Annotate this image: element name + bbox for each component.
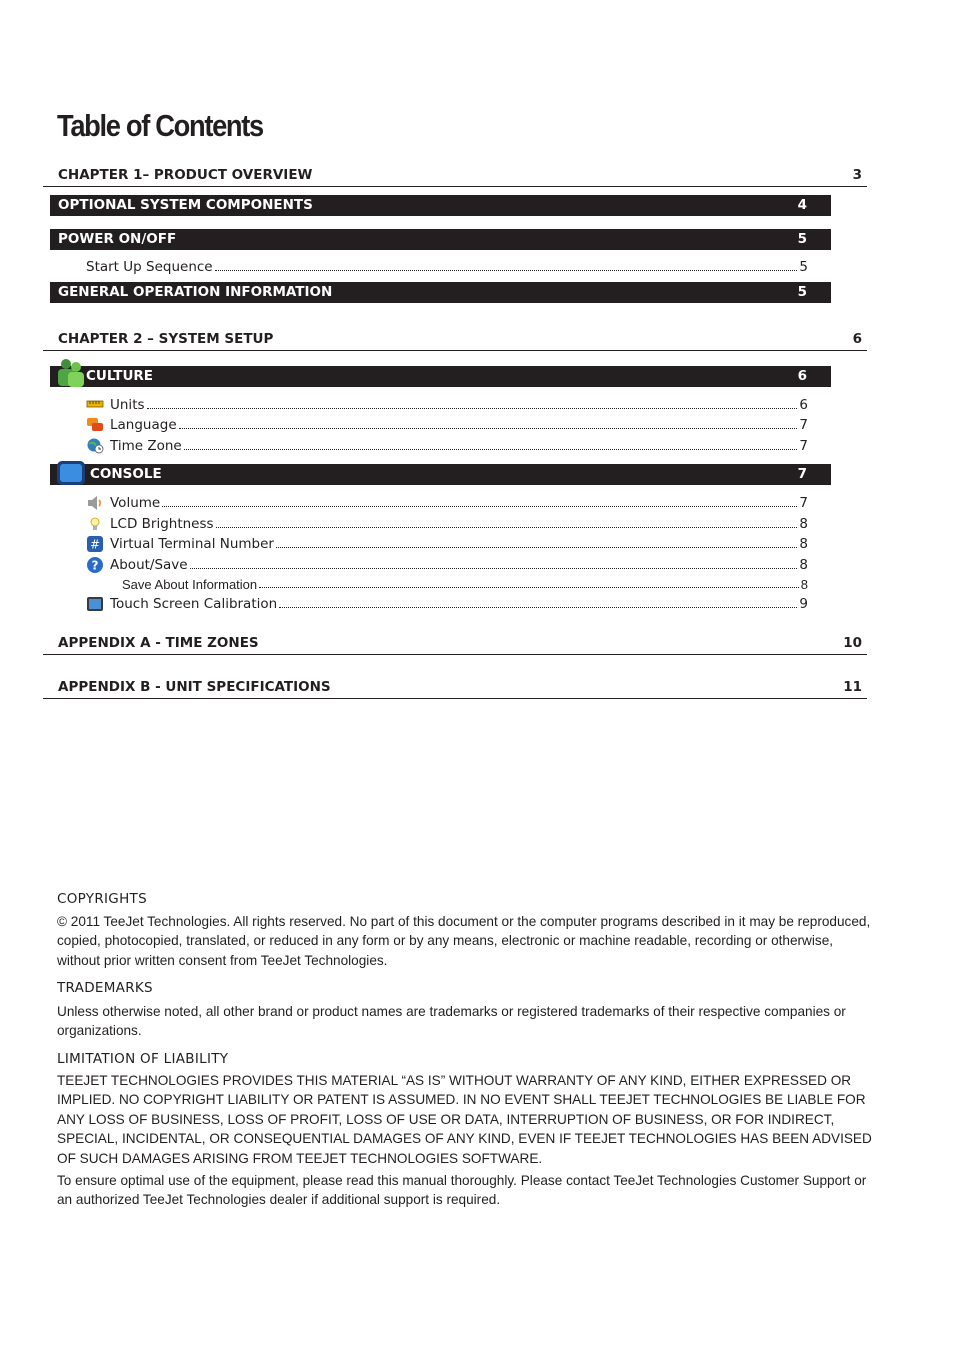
toc-section-culture[interactable] (50, 366, 831, 387)
toc-label: CULTURE (86, 368, 154, 384)
dot-leader (147, 407, 798, 409)
dot-leader (216, 526, 798, 528)
help-icon (86, 557, 104, 573)
toc-page-number: 10 (843, 635, 862, 651)
toc-label: GENERAL OPERATION INFORMATION (58, 284, 333, 300)
toc-entry-about-save[interactable] (86, 555, 808, 573)
dot-leader (190, 567, 798, 569)
toc-page-number: 6 (852, 331, 862, 347)
toc-page-number: 8 (799, 516, 808, 532)
toc-page-number: 8 (799, 536, 808, 552)
toc-label: CHAPTER 1– PRODUCT OVERVIEW (58, 167, 313, 183)
dot-leader (179, 427, 798, 429)
dot-leader (259, 586, 799, 588)
hash-icon (86, 536, 104, 552)
toc-page-number: 9 (799, 596, 808, 612)
dot-leader (162, 505, 797, 507)
svg-text:#: # (89, 537, 101, 552)
toc-page-number: 6 (799, 397, 808, 413)
support-text: To ensure optimal use of the equipment, please read this manual thoroughly. Please contact TeeJet Technologies Customer Support or an authorized TeeJet Technologies dealer if additional support is required. (57, 1173, 867, 1208)
toc-label: APPENDIX B - UNIT SPECIFICATIONS (58, 679, 331, 695)
toc-chapter-2[interactable] (43, 330, 867, 351)
toc-label: Time Zone (110, 438, 182, 454)
toc-label: Language (110, 417, 177, 433)
toc-entry-units[interactable] (86, 395, 808, 413)
toc-entry-volume[interactable] (86, 493, 808, 511)
toc-page-number: 7 (797, 466, 807, 482)
toc-label: OPTIONAL SYSTEM COMPONENTS (58, 197, 313, 213)
toc-label: CONSOLE (90, 466, 162, 482)
toc-page-number: 7 (799, 495, 808, 511)
page-title: Table of Contents (57, 108, 263, 143)
toc-entry-virtual-terminal-number[interactable] (86, 534, 808, 552)
toc-page-number: 8 (800, 577, 808, 592)
toc-entry-language[interactable] (86, 415, 808, 433)
dot-leader (184, 448, 798, 450)
toc-label: APPENDIX A - TIME ZONES (58, 635, 259, 651)
toc-entry-touch-screen-calibration[interactable] (86, 594, 808, 612)
console-screen-icon (56, 460, 86, 486)
toc-appendix-a[interactable] (43, 634, 867, 655)
toc-label: Virtual Terminal Number (110, 536, 274, 552)
toc-label: About/Save (110, 557, 188, 573)
svg-text:?: ? (91, 558, 99, 573)
trademarks-text: Unless otherwise noted, all other brand or product names are trademarks or registered trademarks of their respective companies or organizations. (57, 1004, 846, 1039)
toc-section-console[interactable] (50, 464, 831, 485)
toc-page-number: 7 (799, 417, 808, 433)
toc-section-general-operation[interactable] (50, 282, 831, 303)
toc-entry-start-up[interactable] (86, 257, 808, 275)
toc-entry-time-zone[interactable] (86, 436, 808, 454)
toc-page-number: 5 (797, 231, 807, 247)
copyrights-text: © 2011 TeeJet Technologies. All rights reserved. No part of this document or the computer programs described in it may be reproduced, copied, photocopied, translated, or reduced in any form or by any means, electronic or machine readable, recording or otherwise, without prior written consent from TeeJet Technologies. (57, 914, 871, 968)
toc-page-number: 6 (797, 368, 807, 384)
toc-appendix-b[interactable] (43, 678, 867, 699)
toc-page-number: 7 (799, 438, 808, 454)
dot-leader (279, 606, 797, 608)
toc-entry-lcd-brightness[interactable] (86, 514, 808, 532)
toc-label: Units (110, 397, 145, 413)
culture-people-icon (55, 358, 85, 388)
touchscreen-icon (86, 596, 104, 612)
toc-label: CHAPTER 2 – SYSTEM SETUP (58, 331, 274, 347)
toc-label: Touch Screen Calibration (110, 596, 278, 612)
toc-page-number: 11 (843, 679, 862, 695)
toc-page-number: 4 (797, 197, 807, 213)
toc-label: Save About Information (122, 577, 258, 592)
toc-label: Start Up Sequence (86, 259, 213, 275)
toc-chapter-1[interactable] (43, 166, 867, 187)
liability-text: TEEJET TECHNOLOGIES PROVIDES THIS MATERIAL “AS IS” WITHOUT WARRANTY OF ANY KIND, EITHER EXPRESSED OR IMPLIED. NO COPYRIGHT LIABILITY OR PATENT IS ASSUMED. IN NO EVENT SHALL TEEJET TECHNOLOGIES BE LIABLE FOR ANY LOSS OF BUSINESS, LOSS OF PROFIT, LOSS OF USE OR DATA, INTERRUPTION OF BUSINESS, OR FOR INDIRECT, SPECIAL, INCIDENTAL, OR CONSEQUENTIAL DAMAGES OF ANY KIND, EVEN IF TEEJET TECHNOLOGIES HAS BEEN ADVISED OF SUCH DAMAGES ARISING FROM TEEJET TECHNOLOGIES SOFTWARE. (57, 1073, 872, 1166)
ruler-icon (86, 397, 104, 413)
toc-label: LCD Brightness (110, 516, 214, 532)
toc-section-optional-components[interactable] (50, 195, 831, 216)
toc-page-number: 8 (799, 557, 808, 573)
toc-page-number: 5 (799, 259, 808, 275)
toc-page-number: 5 (797, 284, 807, 300)
toc-label: Volume (110, 495, 161, 511)
liability-heading: LIMITATION OF LIABILITY (57, 1051, 229, 1067)
copyrights-heading: COPYRIGHTS (57, 891, 147, 907)
toc-entry-save-about-information[interactable] (122, 574, 808, 592)
toc-label: POWER ON/OFF (58, 231, 177, 247)
speaker-icon (86, 495, 104, 511)
toc-page-number: 3 (852, 167, 862, 183)
toc-section-power[interactable] (50, 229, 831, 250)
globe-clock-icon (86, 438, 104, 454)
lightbulb-icon (86, 516, 104, 532)
dot-leader (215, 269, 798, 271)
speech-bubbles-icon (86, 417, 104, 433)
dot-leader (276, 546, 797, 548)
trademarks-heading: TRADEMARKS (57, 980, 153, 996)
